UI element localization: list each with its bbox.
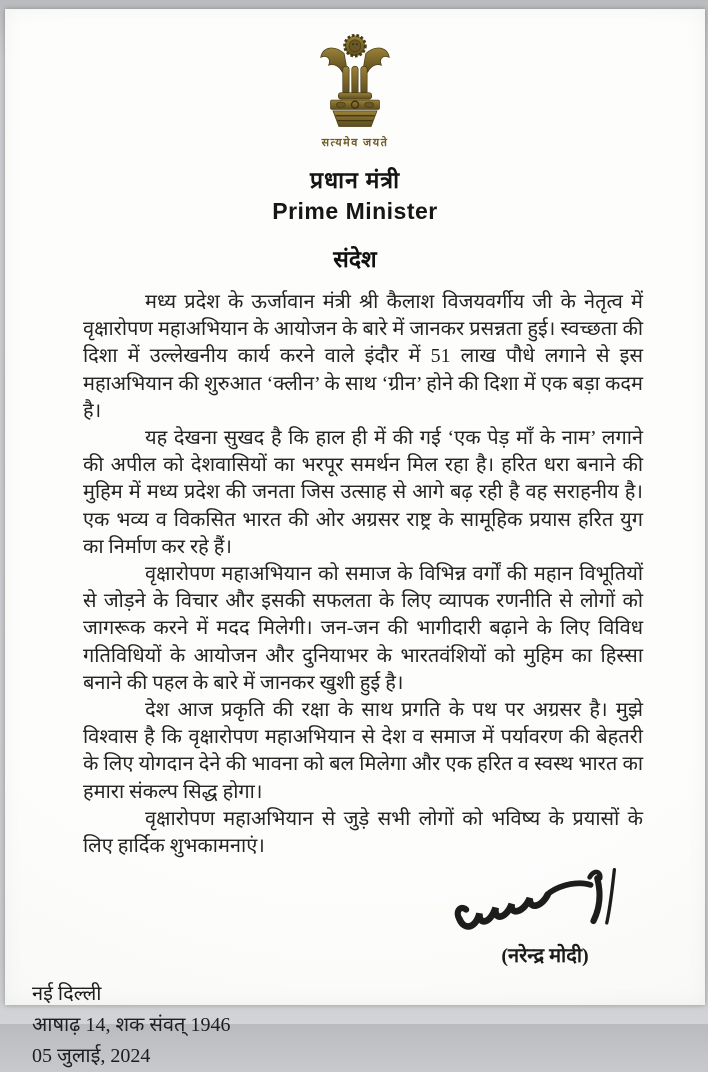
letter-body: [5, 274, 705, 860]
letter-subject: संदेश: [333, 247, 377, 272]
paragraph-3: वृक्षारोपण महाअभियान को समाज के विभिन्न वर्गों की महान विभूतियों से जोड़ने के विचार और इसकी सफलता के लिए व्यापक रणनीति से लोगों को जागरूक करने में मदद मिलेगी। जन-जन की भागीदारी बढ़ाने के लिए विविध गतिविधियों के आयोजन और दुनियाभर के भारतवंशियों को मुहिम का हिस्सा बनाने की पहल के बारे में जानकर खुशी हुई है।: [83, 563, 643, 694]
title-english: Prime Minister: [272, 198, 438, 224]
paragraph-2: यह देखना सुखद है कि हाल ही में की गई ‘एक पेड़ माँ के नाम’ लगाने की अपील को देशवासियों का भरपूर समर्थन मिल रहा है। हरित धरा बनाने की मुहिम में मध्य प्रदेश की जनता जिस उत्साह से आगे बढ़ रही है वह सराहनीय है। एक भव्य व विकसित भारत की ओर अग्रसर राष्ट्र के सामूहिक प्रयास हरित युग का निर्माण कर रहे हैं।: [83, 427, 643, 558]
title-hindi: प्रधान मंत्री: [309, 168, 401, 193]
letter-paper: [5, 9, 705, 1068]
letter-footer: [32, 979, 705, 1072]
emblem-motto: सत्यमेव जयते: [321, 137, 389, 149]
signature-block: [429, 864, 661, 968]
gregorian-date-line: 05 जुलाई, 2024: [32, 1045, 151, 1068]
letterhead: [5, 9, 705, 274]
place-line: नई दिल्ली: [32, 983, 102, 1006]
national-emblem-icon: [313, 31, 397, 129]
saka-date-line: आषाढ़ 14, शक संवत् 1946: [32, 1014, 231, 1037]
modi-signature-icon: [442, 864, 648, 940]
signatory-name: (नरेन्द्र मोदी): [501, 945, 589, 968]
paragraph-4: देश आज प्रकृति की रक्षा के साथ प्रगति के पथ पर अग्रसर है। मुझे विश्वास है कि वृक्षारोपण महाअभियान से देश व समाज में पर्यावरण की बेहतरी के लिए योगदान देने की भावना को बल मिलेगा और एक हरित व स्वस्थ भारत का हमारा संकल्प सिद्ध होगा।: [83, 699, 643, 803]
paragraph-5: वृक्षारोपण महाअभियान से जुड़े सभी लोगों को भविष्य के प्रयासों के लिए हार्दिक शुभकामनाएं।: [83, 807, 643, 858]
paragraph-1: मध्य प्रदेश के ऊर्जावान मंत्री श्री कैलाश विजयवर्गीय जी के नेतृत्व में वृक्षारोपण महाअभियान के आयोजन के बारे में जानकर प्रसन्नता हुई। स्वच्छता की दिशा में उल्लेखनीय कार्य करने वाले इंदौर में 51 लाख पौधे लगाने से इस महाअभियान की शुरुआत ‘क्लीन’ के साथ ‘ग्रीन’ होने की दिशा में एक बड़ा कदम है।: [83, 291, 643, 422]
